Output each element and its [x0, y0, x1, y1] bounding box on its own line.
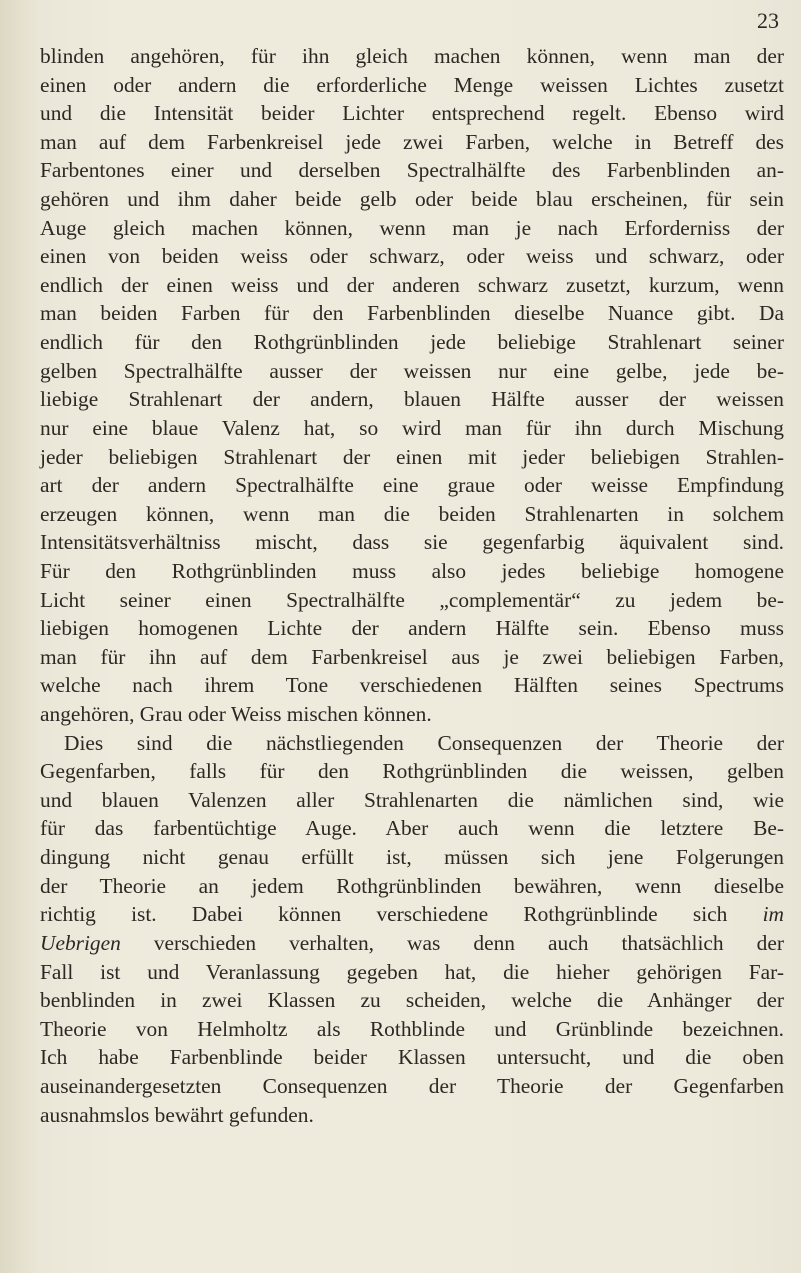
text-line: man auf dem Farbenkreisel jede zwei Farben, welche in Betreff des [40, 129, 784, 154]
page-number: 23 [757, 8, 779, 33]
text-line: Farbentones einer und derselben Spectralhälfte des Farbenblinden an- [40, 158, 784, 183]
text-line: Theorie von Helmholtz als Rothblinde und Grünblinde bezeichnen. [40, 1016, 784, 1041]
text-line: erzeugen können, wenn man die beiden Strahlenarten in solchem [40, 501, 784, 526]
text-line: endlich für den Rothgrünblinden jede beliebige Strahlenart seiner [40, 330, 784, 355]
text-line [40, 900, 784, 929]
text-line: einen von beiden weiss oder schwarz, oder weiss und schwarz, oder [40, 244, 784, 269]
text-line: nur eine blaue Valenz hat, so wird man für ihn durch Mischung [40, 415, 784, 440]
text-line: Licht seiner einen Spectralhälfte „complementär“ zu jedem be- [40, 587, 784, 612]
italic-word: im [762, 902, 784, 927]
text-line: benblinden in zwei Klassen zu scheiden, welche die Anhänger der [40, 988, 784, 1013]
text-line: gehören und ihm daher beide gelb oder beide blau erscheinen, für sein [40, 187, 784, 212]
text-line: jeder beliebigen Strahlenart der einen mit jeder beliebigen Strahlen- [40, 444, 784, 469]
italic-word: Uebrigen [40, 930, 121, 955]
text-line: angehören, Grau oder Weiss mischen können. [40, 702, 432, 727]
text-line: endlich der einen weiss und der anderen schwarz zusetzt, kurzum, wenn [40, 272, 784, 297]
text-line: Ich habe Farbenblinde beider Klassen untersucht, und die oben [40, 1045, 784, 1070]
text-line: gelben Spectralhälfte ausser der weissen nur eine gelbe, jede be- [40, 358, 784, 383]
text-line: Auge gleich machen können, wenn man je nach Erforderniss der [40, 215, 784, 240]
text-line: blinden angehören, für ihn gleich machen können, wenn man der [40, 44, 784, 68]
text-line: Für den Rothgrünblinden muss also jedes beliebige homogene [40, 558, 784, 583]
text-line: Dies sind die nächstliegenden Consequenzen der Theorie der [64, 730, 784, 755]
text-line: art der andern Spectralhälfte eine graue oder weisse Empfindung [40, 473, 784, 498]
text-line: dingung nicht genau erfüllt ist, müssen sich jene Folgerungen [40, 845, 784, 870]
text-line: liebigen homogenen Lichte der andern Hälfte sein. Ebenso muss [40, 616, 784, 641]
text-line: ausnahmslos bewährt gefunden. [40, 1102, 314, 1127]
text-line: Gegenfarben, falls für den Rothgrünblinden die weissen, gelben [40, 759, 784, 784]
text-line-part: verschieden verhalten, was denn auch thatsächlich der [153, 930, 784, 955]
text-line: liebige Strahlenart der andern, blauen Hälfte ausser der weissen [40, 387, 784, 412]
text-line: welche nach ihrem Tone verschiedenen Hälften seines Spectrums [40, 673, 784, 698]
text-line: man beiden Farben für den Farbenblinden dieselbe Nuance gibt. Da [40, 301, 784, 326]
text-line: man für ihn auf dem Farbenkreisel aus je zwei beliebigen Farben, [40, 644, 784, 669]
text-line: einen oder andern die erforderliche Menge weissen Lichtes zusetzt [40, 72, 784, 97]
text-line-part: richtig ist. Dabei können verschiedene Rothgrünblinde sich [40, 902, 763, 927]
text-line: auseinandergesetzten Consequenzen der Theorie der Gegenfarben [40, 1073, 784, 1098]
text-line [40, 929, 784, 958]
text-line: und blauen Valenzen aller Strahlenarten die nämlichen sind, wie [40, 787, 784, 812]
body-text [40, 42, 784, 1129]
text-line: Intensitätsverhältniss mischt, dass sie gegenfarbig äquivalent sind. [40, 530, 784, 555]
text-line: und die Intensität beider Lichter entsprechend regelt. Ebenso wird [40, 101, 784, 126]
text-line: der Theorie an jedem Rothgrünblinden bewähren, wenn dieselbe [40, 873, 784, 898]
text-line: für das farbentüchtige Auge. Aber auch wenn die letztere Be- [40, 816, 784, 841]
text-line: Fall ist und Veranlassung gegeben hat, die hieher gehörigen Far- [40, 959, 784, 984]
